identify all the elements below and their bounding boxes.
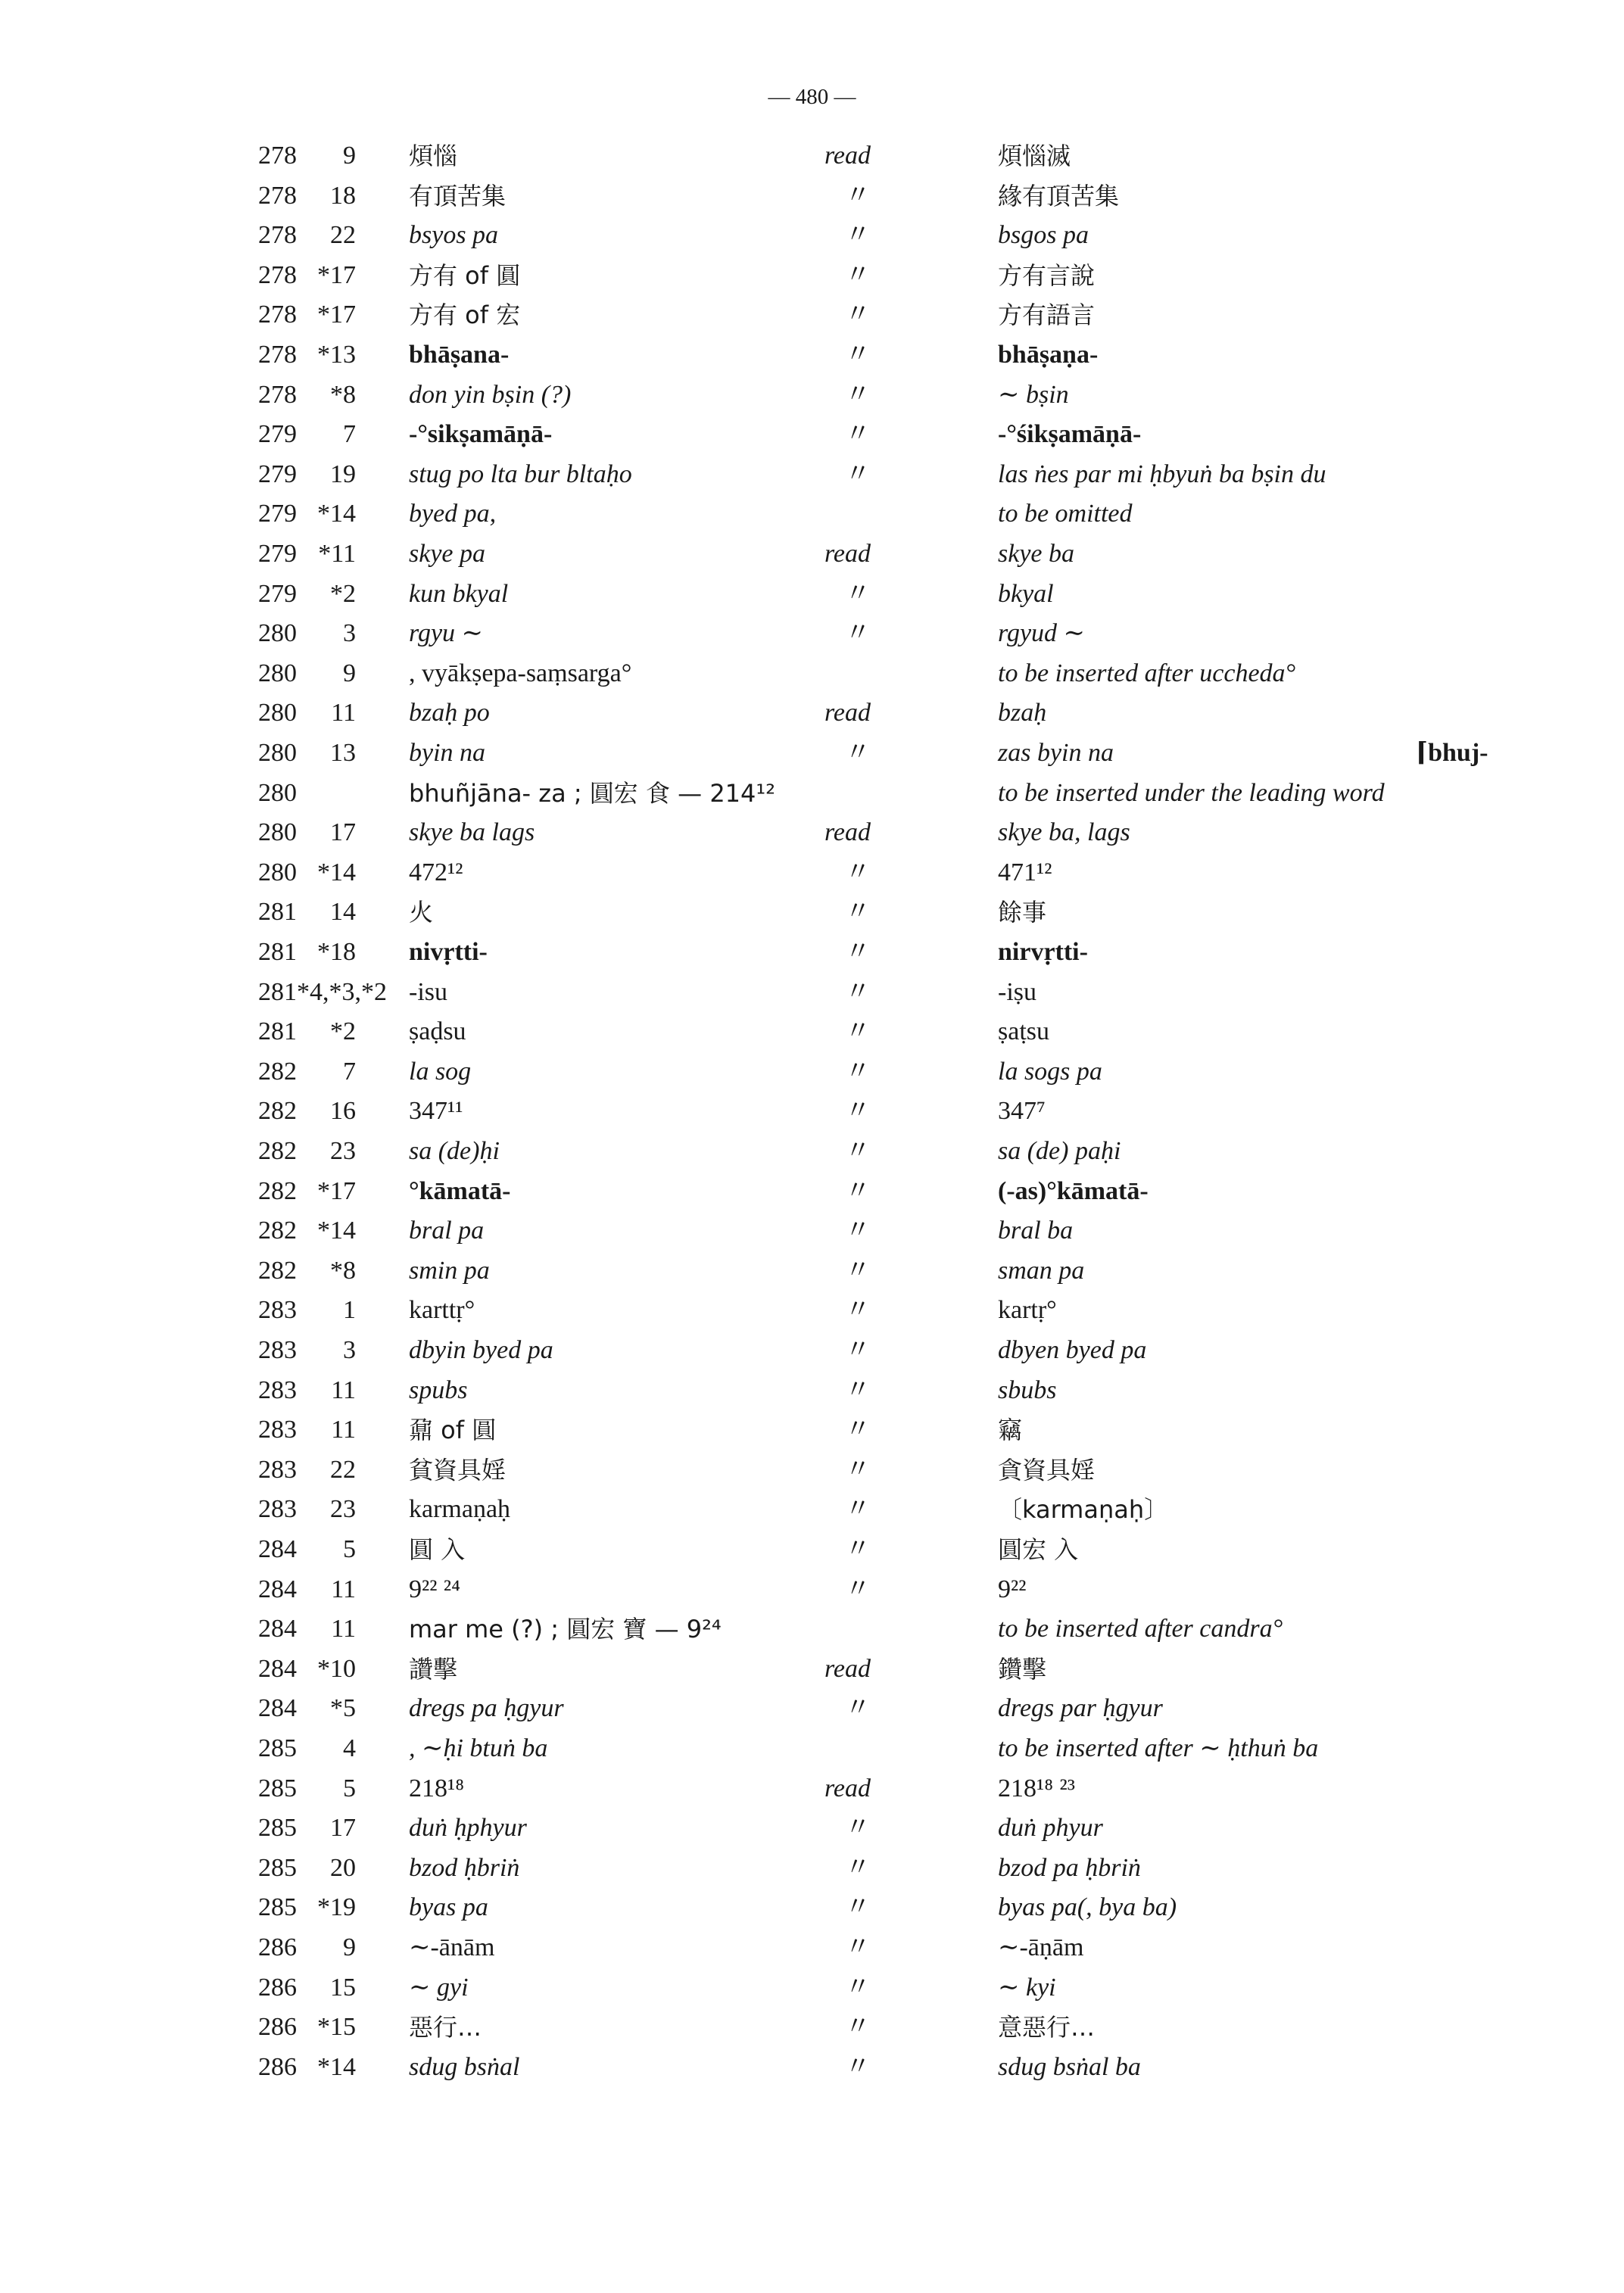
errata-page-number: 278 xyxy=(258,181,297,210)
errata-page-number: 283 xyxy=(258,1495,297,1524)
errata-line-number: 13 xyxy=(330,739,356,767)
errata-page-number: 280 xyxy=(258,858,297,886)
errata-page-number: 285 xyxy=(258,1893,297,1922)
errata-action: 〃 xyxy=(845,1336,871,1364)
errata-page-number: 281 xyxy=(258,977,297,1006)
errata-wrong-text: -°sikṣamāṇā- xyxy=(409,420,553,449)
errata-page-number: 285 xyxy=(258,1734,297,1762)
errata-page-number: 283 xyxy=(258,1416,297,1444)
errata-row xyxy=(0,1410,1624,1450)
errata-line-number: 14 xyxy=(330,898,356,927)
errata-wrong-text: bral pa xyxy=(409,1217,485,1245)
errata-wrong-text: bhāṣana- xyxy=(409,341,510,369)
errata-page-number: 286 xyxy=(258,1973,297,2002)
errata-page-number: 283 xyxy=(258,1336,297,1364)
errata-wrong-text: 煩惱 xyxy=(409,142,458,170)
errata-wrong-text: 火 xyxy=(409,898,434,927)
errata-wrong-text: la sog xyxy=(409,1057,472,1086)
errata-wrong-text: , ∼ḥi btuṅ ba xyxy=(409,1734,548,1762)
errata-action: read xyxy=(824,818,871,847)
errata-row xyxy=(0,455,1624,494)
errata-action: 〃 xyxy=(845,260,871,289)
errata-page-number: 286 xyxy=(258,2013,297,2042)
errata-action: 〃 xyxy=(845,1933,871,1961)
errata-correct-text: skye ba, lags xyxy=(998,818,1130,847)
errata-line-number: *14 xyxy=(317,500,356,528)
errata-correct-text: zas byin na xyxy=(998,739,1114,767)
errata-wrong-text: 貧資具婬 xyxy=(409,1455,507,1485)
errata-line-number: 7 xyxy=(343,420,356,449)
errata-action: 〃 xyxy=(845,420,871,449)
errata-wrong-text: sdug bsṅal xyxy=(409,2052,520,2081)
errata-action: 〃 xyxy=(845,1217,871,1245)
errata-row xyxy=(0,813,1624,852)
errata-row xyxy=(0,1609,1624,1649)
errata-action: 〃 xyxy=(845,1814,871,1843)
page-number: — 480 — xyxy=(768,85,856,109)
errata-correct-text: ∼ bṣin xyxy=(998,380,1069,409)
errata-action: 〃 xyxy=(845,619,871,648)
errata-page-number: 283 xyxy=(258,1455,297,1484)
errata-row xyxy=(0,176,1624,216)
errata-line-number: 11 xyxy=(331,1575,356,1603)
errata-correct-text: 貪資具婬 xyxy=(998,1455,1096,1485)
errata-action: 〃 xyxy=(845,1853,871,1882)
errata-wrong-text: 惡行… xyxy=(409,2013,482,2042)
errata-page-number: 284 xyxy=(258,1615,297,1643)
errata-line-number: *17 xyxy=(317,260,356,289)
errata-wrong-text: skye pa xyxy=(409,540,486,568)
errata-wrong-text: 218¹⁸ xyxy=(409,1774,465,1802)
errata-action: 〃 xyxy=(845,1575,871,1603)
errata-wrong-text: karttṛ° xyxy=(409,1296,475,1325)
errata-row xyxy=(0,1490,1624,1529)
errata-line-number: 20 xyxy=(330,1853,356,1882)
errata-page-number: 285 xyxy=(258,1774,297,1802)
errata-wrong-text: °kāmatā- xyxy=(409,1176,511,1205)
errata-row xyxy=(0,973,1624,1012)
errata-page-number: 280 xyxy=(258,659,297,687)
errata-page-number: 285 xyxy=(258,1853,297,1882)
errata-page-number: 282 xyxy=(258,1256,297,1285)
errata-correct-text: to be inserted after candra° xyxy=(998,1615,1283,1643)
errata-row xyxy=(0,614,1624,653)
errata-wrong-text: 讚擊 xyxy=(409,1654,458,1684)
errata-correct-text: to be inserted after ∼ ḥthuṅ ba xyxy=(998,1734,1319,1762)
errata-line-number: *18 xyxy=(317,938,356,966)
errata-wrong-text: 方有 of 宏 xyxy=(409,301,521,330)
errata-line-number: 1 xyxy=(343,1296,356,1325)
errata-wrong-text: -isu xyxy=(409,977,447,1006)
errata-page-number: 282 xyxy=(258,1217,297,1245)
errata-correct-text: 緣有頂苦集 xyxy=(998,181,1120,210)
errata-row xyxy=(0,534,1624,574)
errata-correct-text: dregs par ḥgyur xyxy=(998,1694,1163,1723)
errata-row xyxy=(0,295,1624,335)
errata-correct-text: la sogs pa xyxy=(998,1057,1102,1086)
errata-row xyxy=(0,1729,1624,1768)
errata-page-number: 278 xyxy=(258,380,297,409)
errata-row xyxy=(0,335,1624,375)
errata-line-number: 3 xyxy=(343,619,356,648)
errata-page-number: 278 xyxy=(258,142,297,170)
errata-row xyxy=(0,2048,1624,2087)
errata-action: 〃 xyxy=(845,898,871,927)
errata-line-number: 17 xyxy=(330,818,356,847)
errata-line-number: *13 xyxy=(317,341,356,369)
errata-correct-text: bzaḥ xyxy=(998,699,1047,727)
errata-row xyxy=(0,1968,1624,2008)
errata-action: 〃 xyxy=(845,1017,871,1046)
errata-wrong-text: , vyākṣepa-saṃsarga° xyxy=(409,659,632,687)
errata-wrong-text: bzaḥ po xyxy=(409,699,490,727)
errata-action: 〃 xyxy=(845,1097,871,1126)
errata-correct-text: sdug bsṅal ba xyxy=(998,2052,1141,2081)
errata-page-number: 282 xyxy=(258,1137,297,1165)
errata-page-number: 283 xyxy=(258,1375,297,1404)
errata-page-number: 281 xyxy=(258,898,297,927)
errata-wrong-text: spubs xyxy=(409,1375,468,1404)
errata-line-number: 11 xyxy=(331,1416,356,1444)
errata-row xyxy=(0,2008,1624,2047)
errata-row xyxy=(0,1888,1624,1927)
errata-correct-text: dbyen byed pa xyxy=(998,1336,1147,1364)
errata-row xyxy=(0,693,1624,733)
errata-wrong-text: skye ba lags xyxy=(409,818,535,847)
errata-line-number: 9 xyxy=(343,659,356,687)
errata-wrong-text: ṣaḍsu xyxy=(409,1017,466,1046)
errata-wrong-text: 圓 入 xyxy=(409,1535,466,1564)
errata-action: 〃 xyxy=(845,1296,871,1325)
errata-page-number: 286 xyxy=(258,2052,297,2081)
errata-correct-text: bhāṣaṇa- xyxy=(998,341,1099,369)
errata-line-number: 5 xyxy=(343,1774,356,1802)
errata-correct-text: to be inserted under the leading word xyxy=(998,778,1385,807)
errata-page-number: 281 xyxy=(258,1017,297,1046)
errata-page-number: 280 xyxy=(258,699,297,727)
errata-page-number: 278 xyxy=(258,341,297,369)
errata-line-number: 9 xyxy=(343,1933,356,1961)
errata-row xyxy=(0,494,1624,534)
errata-page-number: 278 xyxy=(258,221,297,250)
errata-correct-text: sbubs xyxy=(998,1375,1057,1404)
errata-page-number: 280 xyxy=(258,739,297,767)
errata-correct-text: 方有言說 xyxy=(998,260,1096,290)
errata-action: 〃 xyxy=(845,1416,871,1444)
errata-wrong-text: smin pa xyxy=(409,1256,490,1285)
errata-wrong-text: byas pa xyxy=(409,1893,488,1922)
errata-correct-text: 煩惱滅 xyxy=(998,142,1071,170)
errata-correct-text: to be omitted xyxy=(998,500,1133,528)
errata-row xyxy=(0,575,1624,614)
errata-correct-text: sa (de) paḥi xyxy=(998,1137,1121,1165)
errata-action: read xyxy=(824,1654,871,1683)
errata-row xyxy=(0,1530,1624,1569)
errata-line-number: 17 xyxy=(330,1814,356,1843)
errata-row xyxy=(0,654,1624,693)
errata-wrong-text: kun bkyal xyxy=(409,579,509,608)
errata-correct-text: byas pa(, bya ba) xyxy=(998,1893,1177,1922)
errata-line-number: 11 xyxy=(331,1615,356,1643)
errata-action: 〃 xyxy=(845,1535,871,1563)
errata-correct-text: 347⁷ xyxy=(998,1097,1046,1126)
errata-row xyxy=(0,1849,1624,1888)
errata-line-number: 3 xyxy=(343,1336,356,1364)
errata-line-number: 7 xyxy=(343,1057,356,1086)
errata-correct-text: bral ba xyxy=(998,1217,1074,1245)
errata-page-number: 285 xyxy=(258,1814,297,1843)
errata-row xyxy=(0,1769,1624,1809)
errata-line-number: *4,*3,*2 xyxy=(297,977,387,1006)
errata-wrong-text: stug po lta bur bltaḥo xyxy=(409,460,632,488)
errata-action: read xyxy=(824,540,871,568)
errata-correct-text: to be inserted after uccheda° xyxy=(998,659,1296,687)
errata-wrong-text: dbyin byed pa xyxy=(409,1336,553,1364)
errata-correct-text: ṣaṭsu xyxy=(998,1017,1049,1046)
errata-line-number: *14 xyxy=(317,858,356,886)
errata-row xyxy=(0,1809,1624,1848)
errata-wrong-text: 鼐 of 圓 xyxy=(409,1416,497,1445)
errata-line-number: *14 xyxy=(317,2052,356,2081)
errata-line-number: *11 xyxy=(318,540,356,568)
errata-action: 〃 xyxy=(845,1176,871,1205)
errata-correct-text: 鑽擊 xyxy=(998,1654,1047,1684)
errata-wrong-text: 347¹¹ xyxy=(409,1097,463,1126)
errata-wrong-text: bsyos pa xyxy=(409,221,499,250)
errata-line-number: *19 xyxy=(317,1893,356,1922)
errata-correct-text: 意惡行… xyxy=(998,2013,1096,2042)
errata-row xyxy=(0,1012,1624,1051)
errata-wrong-text: nivṛtti- xyxy=(409,938,488,966)
errata-row xyxy=(0,1689,1624,1728)
errata-line-number: *17 xyxy=(317,1176,356,1205)
errata-wrong-text: rgyu ∼ xyxy=(409,619,484,648)
errata-page-number: 280 xyxy=(258,818,297,847)
errata-wrong-text: bzod ḥbriṅ xyxy=(409,1853,520,1882)
errata-action: 〃 xyxy=(845,221,871,250)
errata-line-number: *5 xyxy=(330,1694,356,1723)
errata-line-number: *8 xyxy=(330,380,356,409)
errata-line-number: *14 xyxy=(317,1217,356,1245)
errata-action: 〃 xyxy=(845,341,871,369)
errata-action: 〃 xyxy=(845,1495,871,1524)
errata-page-number: 284 xyxy=(258,1694,297,1723)
errata-line-number: 22 xyxy=(330,221,356,250)
errata-wrong-text: don yin bṣin (?) xyxy=(409,380,572,409)
errata-page-number: 279 xyxy=(258,460,297,488)
errata-row xyxy=(0,415,1624,454)
errata-correct-text: las ṅes par mi ḥbyuṅ ba bṣin du xyxy=(998,460,1326,488)
errata-action: 〃 xyxy=(845,1973,871,2002)
errata-correct-text: bsgos pa xyxy=(998,221,1089,250)
errata-row xyxy=(0,1132,1624,1171)
errata-wrong-text: karmaṇaḥ xyxy=(409,1495,511,1524)
errata-action: 〃 xyxy=(845,301,871,329)
errata-correct-text: 218¹⁸ ²³ xyxy=(998,1774,1075,1802)
errata-wrong-text: 9²² ²⁴ xyxy=(409,1575,460,1603)
errata-action: 〃 xyxy=(845,2052,871,2081)
errata-wrong-text: 有頂苦集 xyxy=(409,181,507,210)
errata-line-number: 11 xyxy=(331,1375,356,1404)
errata-action: 〃 xyxy=(845,1057,871,1086)
errata-wrong-text: byin na xyxy=(409,739,486,767)
errata-action: 〃 xyxy=(845,460,871,488)
errata-row xyxy=(0,933,1624,972)
errata-correct-text: -iṣu xyxy=(998,977,1036,1006)
errata-row xyxy=(0,1450,1624,1490)
errata-correct-text: kartṛ° xyxy=(998,1296,1057,1325)
errata-action: 〃 xyxy=(845,1256,871,1285)
errata-wrong-text: mar me (?) ; 圓宏 寶 — 9²⁴ xyxy=(409,1615,722,1644)
errata-action: read xyxy=(824,699,871,727)
errata-page-number: 282 xyxy=(258,1097,297,1126)
errata-correct-text: rgyud ∼ xyxy=(998,619,1086,648)
errata-action: 〃 xyxy=(845,938,871,966)
errata-line-number: 19 xyxy=(330,460,356,488)
errata-page-number: 280 xyxy=(258,778,297,807)
errata-row xyxy=(0,1570,1624,1609)
errata-wrong-text: byed pa, xyxy=(409,500,497,528)
errata-correct-text: 餘事 xyxy=(998,898,1047,927)
errata-action: 〃 xyxy=(845,858,871,886)
errata-wrong-text: sa (de)ḥi xyxy=(409,1137,500,1165)
errata-page-number: 284 xyxy=(258,1654,297,1683)
errata-line-number: *15 xyxy=(317,2013,356,2042)
errata-correct-text: 9²² xyxy=(998,1575,1027,1603)
errata-row xyxy=(0,1251,1624,1291)
errata-row xyxy=(0,1331,1624,1370)
errata-correct-text: ∼-āṇām xyxy=(998,1933,1084,1961)
errata-row xyxy=(0,853,1624,893)
errata-wrong-text: 方有 of 圓 xyxy=(409,260,521,290)
errata-correct-text: (-as)°kāmatā- xyxy=(998,1176,1149,1205)
errata-correct-text: bkyal xyxy=(998,579,1054,608)
errata-correct-text: ∼ kyi xyxy=(998,1973,1056,2002)
errata-row xyxy=(0,136,1624,176)
errata-page-number: 278 xyxy=(258,260,297,289)
errata-row xyxy=(0,1291,1624,1330)
errata-row xyxy=(0,216,1624,255)
errata-wrong-text: ∼-ānām xyxy=(409,1933,495,1961)
errata-row xyxy=(0,1052,1624,1092)
errata-line-number: *10 xyxy=(317,1654,356,1683)
errata-row xyxy=(0,1092,1624,1131)
errata-row xyxy=(0,256,1624,295)
errata-page-number: 279 xyxy=(258,500,297,528)
errata-row xyxy=(0,375,1624,415)
errata-action: 〃 xyxy=(845,1893,871,1922)
errata-action: 〃 xyxy=(845,579,871,608)
errata-action: read xyxy=(824,142,871,170)
errata-row xyxy=(0,1211,1624,1251)
errata-action: 〃 xyxy=(845,2013,871,2042)
errata-correct-text: skye ba xyxy=(998,540,1075,568)
errata-wrong-text: bhuñjāna- za ; 圓宏 食 — 214¹² xyxy=(409,778,776,808)
errata-action: 〃 xyxy=(845,739,871,767)
errata-action: 〃 xyxy=(845,977,871,1006)
errata-page-number: 279 xyxy=(258,540,297,568)
errata-page-number: 286 xyxy=(258,1933,297,1961)
errata-row xyxy=(0,1928,1624,1967)
errata-line-number: 22 xyxy=(330,1455,356,1484)
errata-correct-text: 方有語言 xyxy=(998,301,1096,330)
errata-correct-text: 471¹² xyxy=(998,858,1052,886)
errata-page-number: 284 xyxy=(258,1575,297,1603)
errata-line-number: 23 xyxy=(330,1137,356,1165)
errata-row xyxy=(0,1371,1624,1410)
errata-line-number: 9 xyxy=(343,142,356,170)
errata-page-number: 284 xyxy=(258,1535,297,1563)
errata-line-number: 5 xyxy=(343,1535,356,1563)
errata-correct-text: sman pa xyxy=(998,1256,1085,1285)
errata-correct-text: 圓宏 入 xyxy=(998,1535,1079,1564)
errata-correct-text: -°śikṣamāṇā- xyxy=(998,420,1142,449)
errata-extra-text: ⌈bhuj- xyxy=(1416,739,1488,767)
errata-line-number: 16 xyxy=(330,1097,356,1126)
errata-wrong-text: dregs pa ḥgyur xyxy=(409,1694,564,1723)
errata-row xyxy=(0,1650,1624,1689)
errata-page-number: 282 xyxy=(258,1057,297,1086)
errata-line-number: 11 xyxy=(331,699,356,727)
errata-line-number: 15 xyxy=(330,1973,356,2002)
errata-correct-text: duṅ phyur xyxy=(998,1814,1103,1843)
errata-wrong-text: duṅ ḥphyur xyxy=(409,1814,527,1843)
errata-correct-text: 竊 xyxy=(998,1416,1023,1445)
errata-page-number: 278 xyxy=(258,301,297,329)
errata-row xyxy=(0,774,1624,813)
errata-line-number: *8 xyxy=(330,1256,356,1285)
errata-line-number: 18 xyxy=(330,181,356,210)
errata-row xyxy=(0,893,1624,932)
errata-line-number: 4 xyxy=(343,1734,356,1762)
errata-wrong-text: 472¹² xyxy=(409,858,463,886)
errata-correct-text: bzod pa ḥbriṅ xyxy=(998,1853,1141,1882)
errata-page-number: 281 xyxy=(258,938,297,966)
errata-page-number: 279 xyxy=(258,420,297,449)
errata-line-number: *17 xyxy=(317,301,356,329)
errata-page-number: 282 xyxy=(258,1176,297,1205)
errata-page-number: 279 xyxy=(258,579,297,608)
errata-line-number: *2 xyxy=(330,1017,356,1046)
errata-action: read xyxy=(824,1774,871,1802)
errata-page-number: 280 xyxy=(258,619,297,648)
errata-line-number: 23 xyxy=(330,1495,356,1524)
errata-action: 〃 xyxy=(845,1694,871,1723)
errata-row xyxy=(0,734,1624,773)
errata-action: 〃 xyxy=(845,181,871,210)
errata-correct-text: 〔karmaṇaḥ〕 xyxy=(998,1495,1169,1525)
errata-wrong-text: ∼ gyi xyxy=(409,1973,469,2002)
errata-action: 〃 xyxy=(845,1137,871,1165)
errata-page-number: 283 xyxy=(258,1296,297,1325)
errata-action: 〃 xyxy=(845,380,871,409)
errata-line-number: *2 xyxy=(330,579,356,608)
errata-action: 〃 xyxy=(845,1455,871,1484)
errata-correct-text: nirvṛtti- xyxy=(998,938,1088,966)
errata-row xyxy=(0,1172,1624,1211)
errata-action: 〃 xyxy=(845,1375,871,1404)
